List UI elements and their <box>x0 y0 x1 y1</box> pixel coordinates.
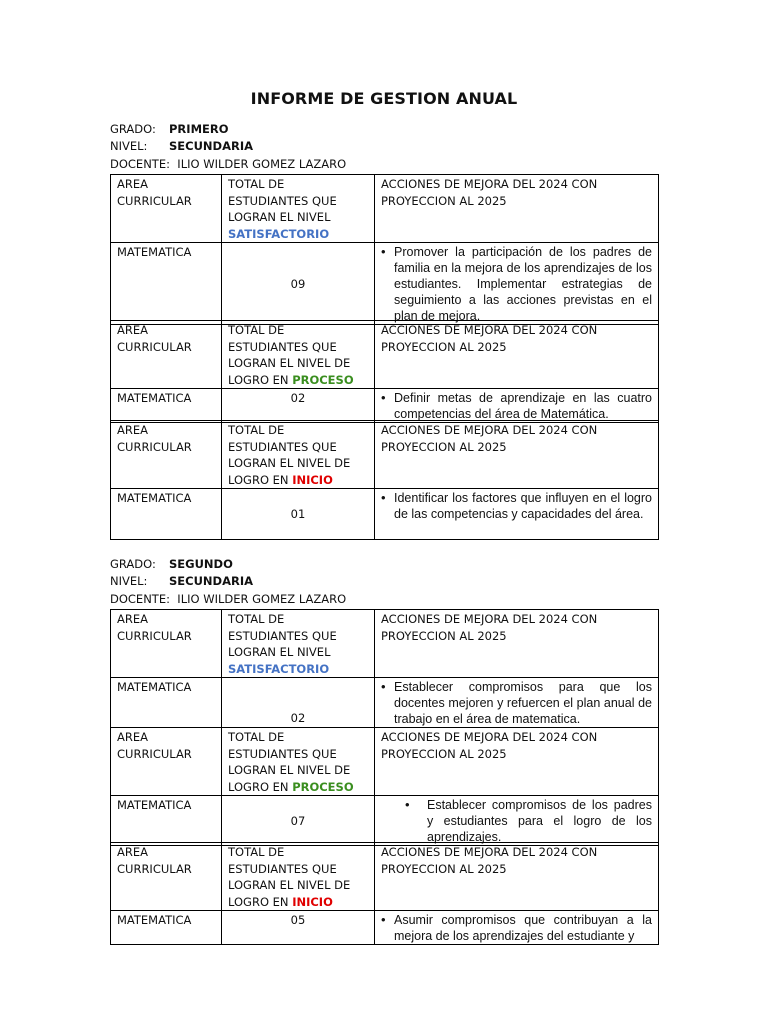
nivel-line <box>110 138 253 155</box>
header-acciones: ACCIONES DE MEJORA DEL 2024 CON PROYECCION AL 2025 <box>375 728 659 796</box>
area-cell: MATEMATICA <box>111 489 222 540</box>
grado-label: GRADO: <box>110 122 156 136</box>
area-cell: MATEMATICA <box>111 678 222 728</box>
accion-cell <box>375 911 659 945</box>
header-total: TOTAL DE ESTUDIANTES QUE LOGRAN EL NIVEL DE LOGRO EN PROCESO <box>222 728 375 796</box>
results-table-satisfactorio <box>110 174 659 325</box>
accion-cell <box>375 243 659 325</box>
table-header-row <box>111 843 659 911</box>
grado-line <box>110 121 229 138</box>
accion-bullet: • Establecer compromisos para que los docentes mejoren y refuercen el plan anual de trabajo en el área de matematica. <box>381 679 652 727</box>
grado-value: PRIMERO <box>169 122 229 136</box>
results-table-inicio <box>110 420 659 540</box>
total-cell: 02 <box>222 389 375 423</box>
docente-line <box>110 156 346 173</box>
grado-value: SEGUNDO <box>169 557 233 571</box>
results-table-proceso <box>110 727 659 846</box>
header-total: TOTAL DE ESTUDIANTES QUE LOGRAN EL NIVEL DE LOGRO EN PROCESO <box>222 321 375 389</box>
table-header-row <box>111 321 659 389</box>
header-acciones: ACCIONES DE MEJORA DEL 2024 CON PROYECCION AL 2025 <box>375 843 659 911</box>
accion-cell <box>375 796 659 846</box>
header-acciones: ACCIONES DE MEJORA DEL 2024 CON PROYECCION AL 2025 <box>375 321 659 389</box>
table-row <box>111 489 659 540</box>
accion-cell <box>375 678 659 728</box>
accion-bullet: • Identificar los factores que influyen en el logro de las competencias y capacidades del área. <box>381 490 652 522</box>
accion-bullet: • Promover la participación de los padres de familia en la mejora de los aprendizajes de los estudiantes. Implementar estrategias de seguimiento a las acciones previstas en el plan de mejora. <box>381 244 652 324</box>
level-inicio: INICIO <box>292 894 333 909</box>
header-area: AREA CURRICULAR <box>111 321 222 389</box>
accion-cell <box>375 389 659 423</box>
grado-label: GRADO: <box>110 557 156 571</box>
accion-bullet: • Asumir compromisos que contribuyan a la mejora de los aprendizajes del estudiante y <box>381 912 652 944</box>
nivel-value: SECUNDARIA <box>169 574 254 588</box>
level-satisfactorio: SATISFACTORIO <box>228 661 330 676</box>
grado-line <box>110 556 233 573</box>
header-area: AREA CURRICULAR <box>111 610 222 678</box>
header-area: AREA CURRICULAR <box>111 843 222 911</box>
nivel-label: NIVEL: <box>110 139 148 153</box>
table-row <box>111 389 659 423</box>
header-total: TOTAL DE ESTUDIANTES QUE LOGRAN EL NIVEL DE LOGRO EN INICIO <box>222 421 375 489</box>
nivel-value: SECUNDARIA <box>169 139 254 153</box>
header-acciones: ACCIONES DE MEJORA DEL 2024 CON PROYECCION AL 2025 <box>375 610 659 678</box>
docente-label: DOCENTE: <box>110 157 170 171</box>
header-total: TOTAL DE ESTUDIANTES QUE LOGRAN EL NIVEL SATISFACTORIO <box>222 610 375 678</box>
table-header-row <box>111 610 659 678</box>
area-cell: MATEMATICA <box>111 389 222 423</box>
level-proceso: PROCESO <box>292 779 354 794</box>
area-cell: MATEMATICA <box>111 243 222 325</box>
total-cell: 07 <box>222 796 375 846</box>
table-header-row <box>111 728 659 796</box>
level-inicio: INICIO <box>292 472 333 487</box>
total-cell: 02 <box>222 678 375 728</box>
area-cell: MATEMATICA <box>111 796 222 846</box>
header-area: AREA CURRICULAR <box>111 421 222 489</box>
accion-cell <box>375 489 659 540</box>
header-acciones: ACCIONES DE MEJORA DEL 2024 CON PROYECCION AL 2025 <box>375 421 659 489</box>
nivel-label: NIVEL: <box>110 574 148 588</box>
total-cell: 05 <box>222 911 375 945</box>
header-total: TOTAL DE ESTUDIANTES QUE LOGRAN EL NIVEL SATISFACTORIO <box>222 175 375 243</box>
total-cell: 09 <box>222 243 375 325</box>
nivel-line <box>110 573 253 590</box>
results-table-proceso <box>110 320 659 423</box>
header-acciones: ACCIONES DE MEJORA DEL 2024 CON PROYECCION AL 2025 <box>375 175 659 243</box>
results-table-satisfactorio <box>110 609 659 728</box>
docente-value: ILIO WILDER GOMEZ LAZARO <box>177 157 347 171</box>
table-row <box>111 911 659 945</box>
docente-label: DOCENTE: <box>110 592 170 606</box>
table-row <box>111 678 659 728</box>
header-total: TOTAL DE ESTUDIANTES QUE LOGRAN EL NIVEL DE LOGRO EN INICIO <box>222 843 375 911</box>
level-proceso: PROCESO <box>292 372 354 387</box>
level-satisfactorio: SATISFACTORIO <box>228 226 330 241</box>
accion-bullet: • Definir metas de aprendizaje en las cuatro competencias del área de Matemática. <box>381 390 652 422</box>
docente-value: ILIO WILDER GOMEZ LAZARO <box>177 592 347 606</box>
table-header-row <box>111 421 659 489</box>
table-row <box>111 243 659 325</box>
header-area: AREA CURRICULAR <box>111 175 222 243</box>
results-table-inicio <box>110 842 659 945</box>
total-cell: 01 <box>222 489 375 540</box>
table-header-row <box>111 175 659 243</box>
docente-line <box>110 591 346 608</box>
table-row <box>111 796 659 846</box>
accion-bullet: • Establecer compromisos de los padres y estudiantes para el logro de los aprendizajes. <box>381 797 652 845</box>
area-cell: MATEMATICA <box>111 911 222 945</box>
header-area: AREA CURRICULAR <box>111 728 222 796</box>
page-title: INFORME DE GESTION ANUAL <box>250 89 518 108</box>
